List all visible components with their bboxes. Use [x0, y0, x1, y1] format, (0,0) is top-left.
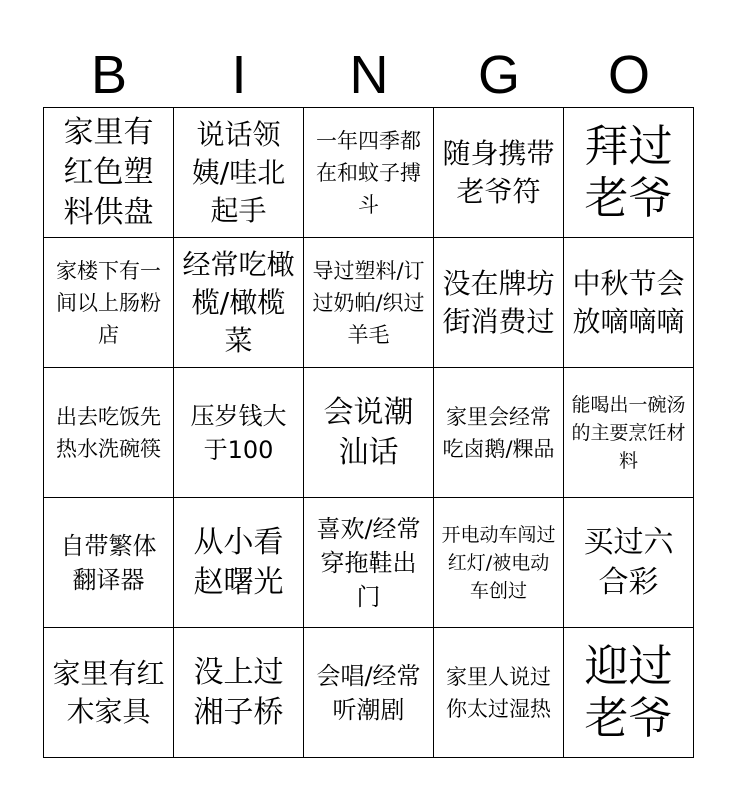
bingo-cell[interactable]	[174, 238, 304, 368]
cell-text: 出去吃饭先热水洗碗筷	[56, 404, 161, 461]
bingo-cell[interactable]	[564, 108, 694, 238]
cell-text: 说话领姨/哇北起手	[191, 117, 286, 227]
bingo-cell[interactable]	[434, 498, 564, 628]
bingo-cell[interactable]	[44, 498, 174, 628]
cell-text: 导过塑料/订过奶帕/织过羊毛	[312, 258, 425, 347]
bingo-cell[interactable]	[174, 108, 304, 238]
header-letter-o: O	[607, 45, 650, 105]
cell-text: 家里有红木家具	[52, 656, 165, 728]
cell-text: 家里会经常吃卤鹅/粿品	[442, 404, 555, 461]
bingo-header	[44, 44, 694, 106]
cell-text: 经常吃橄榄/橄榄菜	[182, 247, 295, 357]
cell-text: 没在牌坊街消费过	[442, 266, 555, 338]
bingo-cell[interactable]	[434, 238, 564, 368]
bingo-cell[interactable]	[44, 108, 174, 238]
cell-text: 家里人说过你太过湿热	[446, 664, 551, 721]
cell-text: 会唱/经常听潮剧	[316, 661, 421, 724]
cell-text: 中秋节会放嘀嘀嘀	[572, 266, 685, 338]
cell-text: 没上过湘子桥	[193, 654, 284, 730]
cell-text: 迎过老爷	[584, 640, 673, 744]
bingo-cell[interactable]	[434, 628, 564, 758]
bingo-cell[interactable]	[564, 238, 694, 368]
header-letter-g: G	[477, 45, 520, 105]
bingo-cell[interactable]	[304, 498, 434, 628]
bingo-cell[interactable]	[564, 368, 694, 498]
cell-text: 家里有红色塑料供盘	[63, 114, 154, 230]
cell-text: 一年四季都在和蚊子搏斗	[316, 128, 421, 217]
header-letter-b: B	[90, 45, 128, 105]
cell-text: 家楼下有一间以上肠粉店	[56, 258, 161, 347]
bingo-cell[interactable]	[304, 628, 434, 758]
cell-text: 开电动车闯过红灯/被电动车创过	[441, 523, 556, 602]
bingo-cell[interactable]	[564, 628, 694, 758]
cell-text: 自带繁体翻译器	[60, 531, 157, 594]
bingo-cell[interactable]	[564, 498, 694, 628]
bingo-cell[interactable]	[434, 368, 564, 498]
cell-text: 喜欢/经常穿拖鞋出门	[316, 514, 421, 611]
bingo-cell[interactable]	[44, 238, 174, 368]
cell-text: 从小看赵曙光	[193, 524, 284, 600]
bingo-grid	[43, 107, 694, 758]
bingo-cell[interactable]	[174, 628, 304, 758]
bingo-cell[interactable]	[174, 498, 304, 628]
bingo-cell[interactable]	[304, 238, 434, 368]
header-letter-n: N	[349, 45, 389, 105]
cell-text: 拜过老爷	[584, 120, 673, 224]
cell-text: 能喝出一碗汤的主要烹饪材料	[571, 393, 686, 472]
cell-text: 买过六合彩	[583, 524, 674, 600]
cell-text: 会说潮汕话	[323, 394, 414, 470]
bingo-cell[interactable]	[304, 108, 434, 238]
bingo-cell[interactable]	[304, 368, 434, 498]
bingo-cell[interactable]	[434, 108, 564, 238]
header-letter-i: I	[231, 45, 247, 105]
bingo-cell[interactable]	[44, 368, 174, 498]
cell-text: 压岁钱大于100	[190, 401, 287, 464]
bingo-cell[interactable]	[174, 368, 304, 498]
bingo-cell[interactable]	[44, 628, 174, 758]
cell-text: 随身携带老爷符	[442, 136, 555, 208]
